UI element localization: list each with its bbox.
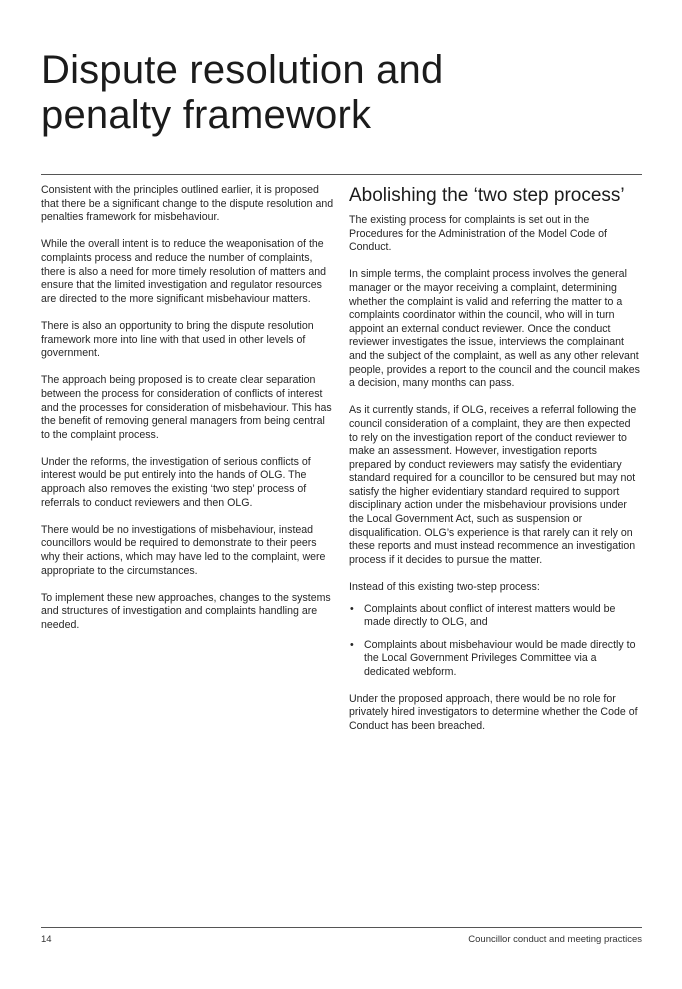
footer-document-title: Councillor conduct and meeting practices (468, 934, 642, 945)
page-number: 14 (41, 934, 52, 945)
left-column (41, 184, 336, 646)
page-title (41, 48, 641, 138)
page-title-line-2: penalty framework (41, 93, 372, 137)
right-column (349, 184, 642, 747)
paragraph: Under the reforms, the investigation of serious conflicts of interest would be put entirely into the hands of OLG. The approach also removes the existing ‘two step’ process of referrals to conduct reviewers and then OLG. (41, 455, 311, 509)
paragraph: There would be no investigations of misbehaviour, instead councillors would be required to demonstrate to their peers why their actions, which may have led to the complaint, were appropriate to the circumstances. (41, 523, 326, 577)
paragraph: There is also an opportunity to bring the dispute resolution framework more into line with that used in other levels of government. (41, 319, 314, 360)
paragraph: The approach being proposed is to create clear separation between the process for consideration of conflicts of interest and the processes for consideration of misbehaviour. This has the benefit of removing general managers from being central to the complaint process. (41, 374, 332, 441)
bullet-icon: • (350, 602, 354, 615)
paragraph: While the overall intent is to reduce the weaponisation of the complaints process and reduce the number of complaints, there is also a need for more timely resolution of matters and ensure that the limited investigation and regulator resources are directed to the more significant misbehaviour matters. (41, 238, 326, 305)
list-item-text: Complaints about misbehaviour would be made directly to the Local Government Privileges Committee via a dedicated webform. (364, 638, 636, 678)
paragraph: To implement these new approaches, changes to the systems and structures of investigation and complaints handling are needed. (41, 591, 331, 631)
footer-divider (41, 927, 642, 928)
paragraph: As it currently stands, if OLG, receives a referral following the council consideration of a complaint, they are then expected to rely on the investigation report of the conduct reviewer to make an assessment. However, investigation reports prepared by conduct reviewers may satisfy the evidentiary standard required for a councillor to be censured but may not satisfy the higher evidentiary standard required to support disciplinary action under the misbehaviour provisions under the Local Government Act, such as suspension or disqualification. OLG’s experience is that rarely can it rely on these reports and must instead recommence an investigation process if it decides to pursue the matter. (349, 404, 637, 566)
paragraph: Instead of this existing two-step process: (349, 581, 540, 594)
list-item (349, 603, 642, 630)
top-divider (41, 174, 642, 175)
section-heading: Abolishing the ‘two step process’ (349, 185, 625, 206)
paragraph: In simple terms, the complaint process involves the general manager or the mayor receiving a complaint, determining whether the complaint is valid and referring the matter to a complaints coordinator within the council, who will in turn appoint an external conduct reviewer. Once the conduct reviewer investigates the issue, interviews the complainant and the subject of the complaint, as well as any other relevant people, provides a report to the council and the council makes a decision, many months can pass. (349, 268, 640, 390)
paragraph: Under the proposed approach, there would be no role for privately hired investigators to determine whether the Code of Conduct has been breached. (349, 692, 638, 732)
paragraph: Consistent with the principles outlined earlier, it is proposed that there be a significant change to the dispute resolution and penalties framework for misbehaviour. (41, 184, 334, 224)
bullet-list (349, 603, 642, 680)
page-title-line-1: Dispute resolution and (41, 48, 444, 92)
bullet-icon: • (350, 638, 354, 651)
list-item-text: Complaints about conflict of interest matters would be made directly to OLG, and (364, 602, 616, 629)
list-item (349, 639, 642, 680)
paragraph: The existing process for complaints is set out in the Procedures for the Administration of the Model Code of Conduct. (349, 214, 607, 254)
